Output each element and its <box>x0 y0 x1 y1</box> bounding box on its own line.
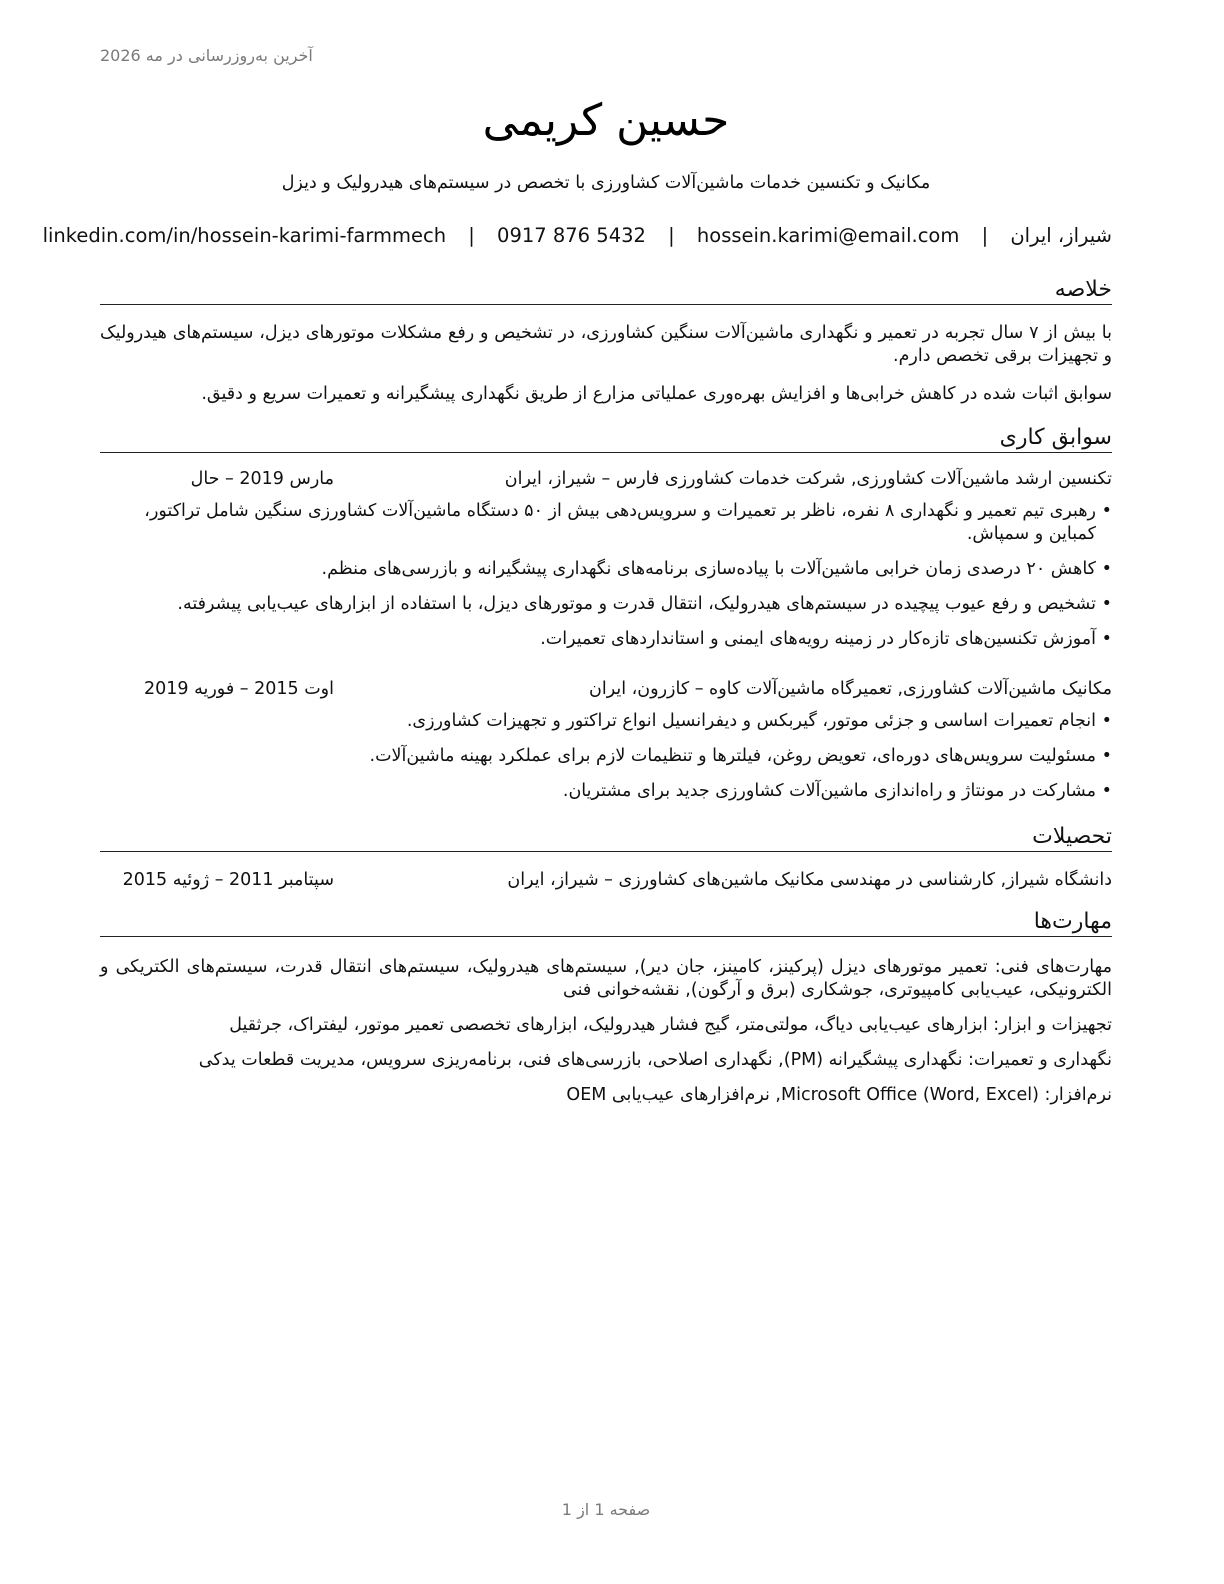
resume-page <box>42 0 1113 1584</box>
experience-entry-1-bullets <box>100 500 1112 663</box>
skills-row-technical: مهارت‌های فنی: تعمیر موتورهای دیزل (پرکینز، کامینز، جان دیر), سیستم‌های هیدرولیک، سیستم‌های انتقال قدرت، سیستم‌های الکتریکی و الکترونیکی، عیب‌یابی کامپیوتری، جوشکاری (برق و آرگون), نقشه‌خوانی فنی <box>100 957 1112 1000</box>
experience-entry-2-bullets <box>100 710 1112 815</box>
skills-row-equipment: تجهیزات و ابزار: ابزارهای عیب‌یابی دیاگ، مولتی‌متر، گیج فشار هیدرولیک، ابزارهای تخصصی تعمیر موتور، لیفتراک، جرثقیل <box>229 1015 1112 1035</box>
list-item: • تشخیص و رفع عیوب پیچیده در سیستم‌های هیدرولیک، انتقال قدرت و موتورهای دیزل، با استفاده از ابزارهای عیب‌یابی پیشرفته. <box>100 593 1112 616</box>
list-item: • کاهش ۲۰ درصدی زمان خرابی ماشین‌آلات با پیاده‌سازی برنامه‌های نگهداری پیشگیرانه و بازرسی‌های منظم. <box>100 558 1112 581</box>
last-updated-note: آخرین به‌روزرسانی در مه 2026 <box>100 46 313 65</box>
list-item: • رهبری تیم تعمیر و نگهداری ۸ نفره، ناظر بر تعمیرات و سرویس‌دهی بیش از ۵۰ دستگاه ماشین‌آلات کشاورزی سنگین شامل تراکتور، کمباین و سمپاش. <box>100 500 1112 546</box>
list-item: • مشارکت در مونتاژ و راه‌اندازی ماشین‌آلات کشاورزی جدید برای مشتریان. <box>100 780 1112 803</box>
contact-email[interactable]: hossein.karimi@email.com <box>696 224 960 247</box>
contact-separator: | <box>668 224 675 247</box>
contact-location: شیراز، ایران <box>1010 224 1112 247</box>
education-entry-dates: سپتامبر 2011 – ژوئیه 2015 <box>122 870 334 890</box>
experience-entry-1-dates: مارس 2019 – حال <box>190 469 334 489</box>
summary-paragraph-2: سوابق اثبات شده در کاهش خرابی‌ها و افزایش بهره‌وری عملیاتی مزارع از طریق نگهداری پیشگیرانه و تعمیرات سریع و دقیق. <box>201 384 1112 404</box>
section-title-summary: خلاصه <box>100 276 1112 305</box>
candidate-name: حسین کریمی <box>482 95 730 146</box>
list-item: • انجام تعمیرات اساسی و جزئی موتور، گیربکس و دیفرانسیل انواع تراکتور و تجهیزات کشاورزی. <box>100 710 1112 733</box>
skills-row-maintenance: نگهداری و تعمیرات: نگهداری پیشگیرانه (PM), نگهداری اصلاحی، بازرسی‌های فنی، برنامه‌ریزی سرویس، مدیریت قطعات یدکی <box>198 1050 1112 1070</box>
contact-separator: | <box>981 224 989 247</box>
education-entry-header <box>100 867 1112 893</box>
contact-linkedin[interactable]: linkedin.com/in/hossein-karimi-farmmech <box>42 224 447 247</box>
skills-row-software: نرم‌افزار: Microsoft Office (Word, Excel), نرم‌افزارهای عیب‌یابی OEM <box>566 1085 1112 1105</box>
headline: مکانیک و تکنسین خدمات ماشین‌آلات کشاورزی با تخصص در سیستم‌های هیدرولیک و دیزل <box>281 173 931 193</box>
list-item: • مسئولیت سرویس‌های دوره‌ای، تعویض روغن، فیلترها و تنظیمات لازم برای عملکرد بهینه ماشین‌آلات. <box>100 745 1112 768</box>
page-number: صفحه 1 از 1 <box>561 1500 651 1519</box>
experience-entry-2-title: مکانیک ماشین‌آلات کشاورزی, تعمیرگاه ماشین‌آلات کاوه – کازرون، ایران <box>588 679 1112 699</box>
section-title-education: تحصیلات <box>100 823 1112 852</box>
experience-entry-2-header <box>100 676 1112 702</box>
list-item: • آموزش تکنسین‌های تازه‌کار در زمینه رویه‌های ایمنی و استانداردهای تعمیرات. <box>100 628 1112 651</box>
summary-paragraph-1: با بیش از ۷ سال تجربه در تعمیر و نگهداری ماشین‌آلات سنگین کشاورزی، در تشخیص و رفع مشکلات موتورهای دیزل، سیستم‌های هیدرولیک و تجهیزات برقی تخصص دارم. <box>100 323 1113 366</box>
experience-entry-1-title: تکنسین ارشد ماشین‌آلات کشاورزی, شرکت خدمات کشاورزی فارس – شیراز، ایران <box>504 469 1112 489</box>
experience-entry-1-header <box>100 466 1112 492</box>
section-title-skills: مهارت‌ها <box>100 908 1112 937</box>
contact-separator: | <box>468 224 475 247</box>
skills-list <box>100 956 1112 1119</box>
education-entry-title: دانشگاه شیراز, کارشناسی در مهندسی مکانیک ماشین‌های کشاورزی – شیراز، ایران <box>507 870 1112 890</box>
contact-line <box>42 222 1112 250</box>
contact-phone[interactable]: 0917 876 5432 <box>497 224 646 247</box>
section-title-experience: سوابق کاری <box>100 424 1112 453</box>
experience-entry-2-dates: اوت 2015 – فوریه 2019 <box>143 679 334 699</box>
